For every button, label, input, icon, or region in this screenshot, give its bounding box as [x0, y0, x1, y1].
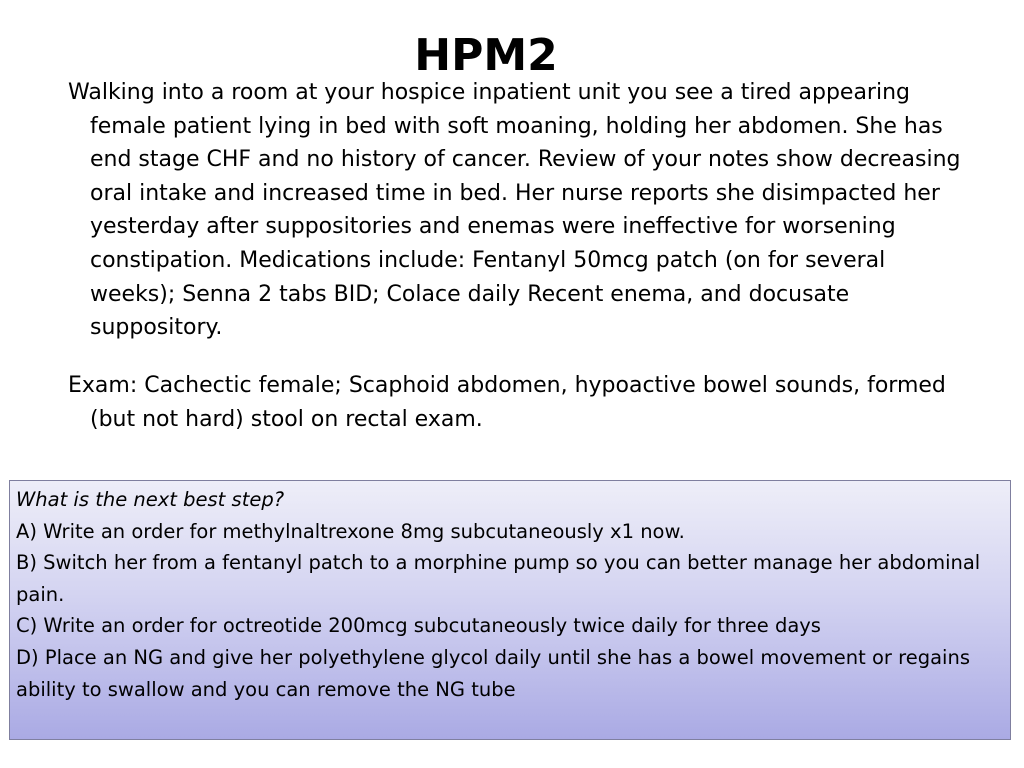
case-description: Walking into a room at your hospice inpatient unit you see a tired appearing female patient lying in bed with soft moaning, holding her abdomen. She has end stage CHF and no history of cancer. Review of your notes show decreasing oral intake and increased time in bed. Her nurse reports she disimpacted her yesterday after suppositories and enemas were ineffective for worsening constipation. Medications include: Fentanyl 50mcg patch (on for several weeks); Senna 2 tabs BID; Colace daily Recent enema, and docusate suppository.: [68, 80, 961, 341]
question-box: [9, 480, 1011, 740]
exam-findings: Exam: Cachectic female; Scaphoid abdomen, hypoactive bowel sounds, formed (but not hard) stool on rectal exam.: [68, 373, 946, 432]
answer-option-c: C) Write an order for octreotide 200mcg subcutaneously twice daily for three days: [16, 614, 821, 638]
slide-title: HPM2: [414, 30, 558, 81]
question-prompt: What is the next best step?: [16, 488, 285, 511]
answer-option-b: B) Switch her from a fentanyl patch to a morphine pump so you can better manage her abdominal pain.: [16, 551, 981, 606]
answer-option-a: A) Write an order for methylnaltrexone 8mg subcutaneously x1 now.: [16, 519, 685, 543]
answer-option-d: D) Place an NG and give her polyethylene glycol daily until she has a bowel movement or regains ability to swallow and you can remove the NG tube: [16, 645, 970, 701]
